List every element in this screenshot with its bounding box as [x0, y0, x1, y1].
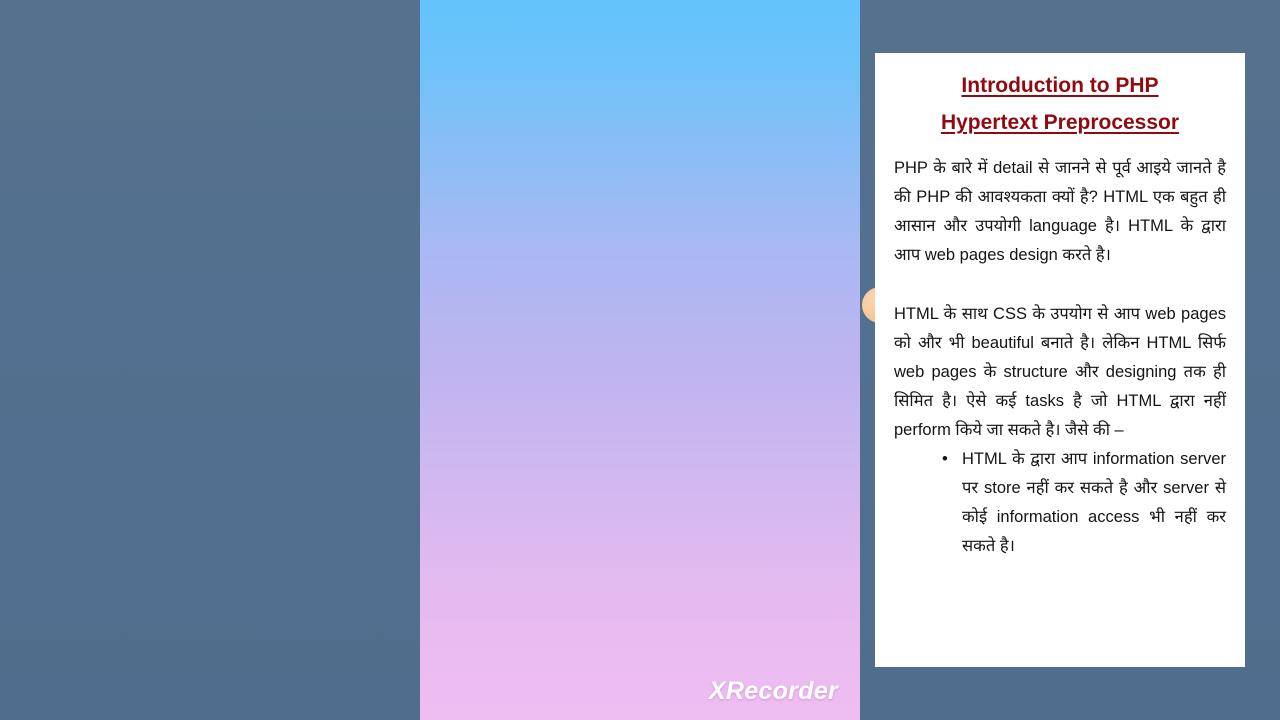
- page-title-line-2: Hypertext Preprocessor: [940, 111, 1180, 135]
- limitations-bullet-list: [894, 445, 1226, 561]
- card-body: [894, 154, 1226, 561]
- list-item: [942, 445, 1226, 561]
- list-item-label: HTML के द्वारा आप information server पर store नहीं कर सकते है और server से कोई information access भी नहीं कर सकते है।: [962, 450, 1226, 556]
- page-title: [894, 67, 1226, 142]
- page-title-line-1: Introduction to PHP: [961, 74, 1159, 97]
- xrecorder-watermark: XRecorder: [708, 677, 838, 705]
- bullet-dot-icon: •: [942, 450, 948, 469]
- paragraph-limitations: HTML के साथ CSS के उपयोग से आप web pages को और भी beautiful बनाते है। लेकिन HTML सिर्फ web pages के structure और designing तक ही सिमित है। ऐसे कई tasks है जो HTML द्वारा नहीं perform किये जा सकते है। जैसे की –: [894, 304, 1226, 439]
- content-card: [875, 53, 1245, 667]
- letterbox-fill-left: [0, 0, 420, 720]
- video-frame[interactable]: [420, 0, 1226, 720]
- paragraph-intro: PHP के बारे में detail से जानने से पूर्व आइये जानते है की PHP की आवश्यकता क्यों है? HTML एक बहुत ही आसान और उपयोगी language है। HTML के द्वारा आप web pages design करते है।: [894, 158, 1226, 264]
